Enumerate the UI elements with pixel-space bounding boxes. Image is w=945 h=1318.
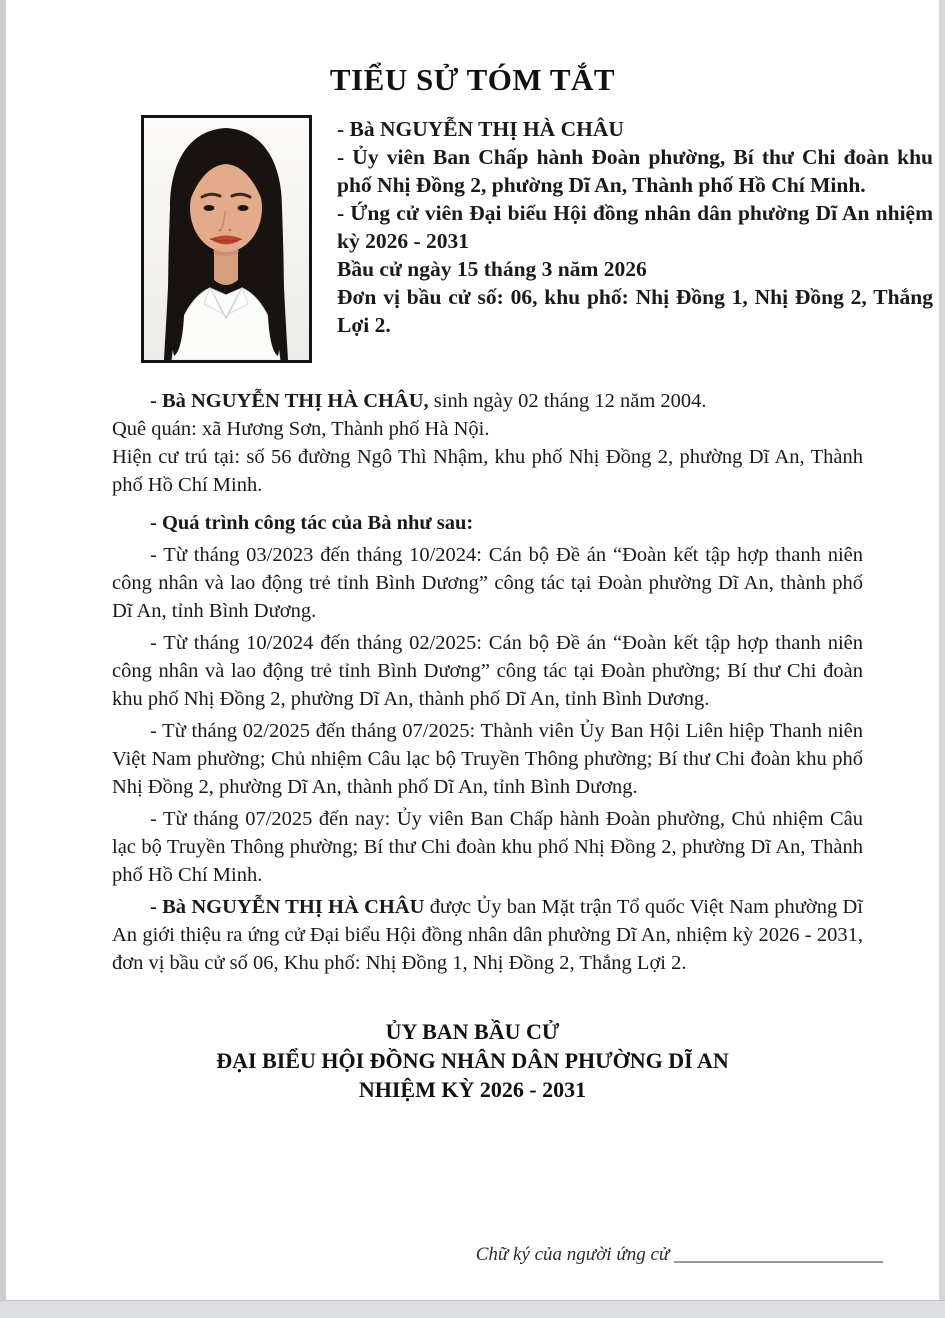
bio-residence: Hiện cư trú tại: số 56 đường Ngô Thì Nhậm, khu phố Nhị Đồng 2, phường Dĩ An, Thành phố Hồ Chí Minh. bbox=[112, 446, 863, 496]
election-date-line: Bầu cử ngày 15 tháng 3 năm 2026 bbox=[337, 257, 647, 281]
candidate-position-line: - Ủy viên Ban Chấp hành Đoàn phường, Bí thư Chi đoàn khu phố Nhị Đồng 2, phường Dĩ An, Thành phố Hồ Chí Minh. bbox=[337, 145, 933, 197]
bio-intro-birthdate: sinh ngày 02 tháng 12 năm 2004. bbox=[428, 390, 707, 412]
candidate-candidacy-line: - Ứng cử viên Đại biểu Hội đồng nhân dân phường Dĩ An nhiệm kỳ 2026 - 2031 bbox=[337, 201, 933, 253]
committee-line-1: ỦY BAN BẦU CỬ bbox=[385, 1019, 560, 1044]
signature-line: ______________________ bbox=[674, 1244, 883, 1265]
career-item-1: - Từ tháng 03/2023 đến tháng 10/2024: Cán bộ Đề án “Đoàn kết tập hợp thanh niên công nhân và lao động trẻ tỉnh Bình Dương” công tác tại Đoàn phường Dĩ An, thành phố Dĩ An, tỉnh Bình Dương. bbox=[112, 544, 863, 622]
bio-intro bbox=[112, 387, 863, 415]
career-item-3: - Từ tháng 02/2025 đến tháng 07/2025: Thành viên Ủy Ban Hội Liên hiệp Thanh niên Việt Nam phường; Chủ nhiệm Câu lạc bộ Truyền Thông phường; Bí thư Chi đoàn khu phố Nhị Đồng 2, phường Dĩ An, thành phố Dĩ An, tỉnh Bình Dương. bbox=[112, 720, 863, 798]
career-item-4: - Từ tháng 07/2025 đến nay: Ủy viên Ban Chấp hành Đoàn phường, Chủ nhiệm Câu lạc bộ Truyền Thông phường; Bí thư Chi đoàn khu phố Nhị Đồng 2, phường Dĩ An, Thành phố Hồ Chí Minh. bbox=[112, 808, 863, 886]
bio-hometown: Quê quán: xã Hương Sơn, Thành phố Hà Nội. bbox=[112, 418, 490, 440]
career-item-2: - Từ tháng 10/2024 đến tháng 02/2025: Cán bộ Đề án “Đoàn kết tập hợp thanh niên công nhân và lao động trẻ tỉnh Bình Dương” công tác tại Đoàn phường; Bí thư Chi đoàn khu phố Nhị Đồng 2, phường Dĩ An, thành phố Dĩ An, tỉnh Bình Dương. bbox=[112, 632, 863, 710]
signature-row bbox=[0, 1244, 945, 1266]
nomination-paragraph bbox=[112, 893, 863, 977]
candidate-header bbox=[141, 115, 945, 363]
candidate-photo bbox=[141, 115, 312, 363]
committee-line-2: ĐẠI BIỂU HỘI ĐỒNG NHÂN DÂN PHƯỜNG DĨ AN bbox=[216, 1048, 729, 1073]
scan-edge-right bbox=[939, 0, 945, 1318]
bio-intro-name: - Bà NGUYỄN THỊ HÀ CHÂU, bbox=[150, 390, 429, 412]
candidate-name-line: - Bà NGUYỄN THỊ HÀ CHÂU bbox=[337, 117, 624, 141]
biography-body bbox=[112, 387, 863, 977]
scan-edge-left bbox=[0, 0, 6, 1318]
committee-line-3: NHIỆM KỲ 2026 - 2031 bbox=[358, 1077, 587, 1102]
nomination-name: - Bà NGUYỄN THỊ HÀ CHÂU bbox=[150, 896, 425, 918]
career-heading: - Quá trình công tác của Bà như sau: bbox=[150, 512, 474, 534]
page-title: TIỂU SỬ TÓM TẮT bbox=[329, 62, 616, 97]
election-unit-line: Đơn vị bầu cử số: 06, khu phố: Nhị Đồng 1, Nhị Đồng 2, Thắng Lợi 2. bbox=[337, 285, 933, 337]
candidate-portrait-image bbox=[144, 118, 309, 360]
nomination-text: được Ủy ban Mặt trận Tổ quốc Việt Nam phường Dĩ An giới thiệu ra ứng cử Đại biểu Hội đồng nhân dân phường Dĩ An, nhiệm kỳ 2026 - 2031, đơn vị bầu cử số 06, Khu phố: Nhị Đồng 1, Nhị Đồng 2, Thắng Lợi 2. bbox=[112, 896, 864, 974]
election-committee-block bbox=[0, 1017, 945, 1104]
candidate-summary bbox=[337, 115, 933, 363]
scan-bottom-bar bbox=[0, 1300, 945, 1318]
signature-label: Chữ ký của người ứng cử bbox=[475, 1244, 674, 1265]
